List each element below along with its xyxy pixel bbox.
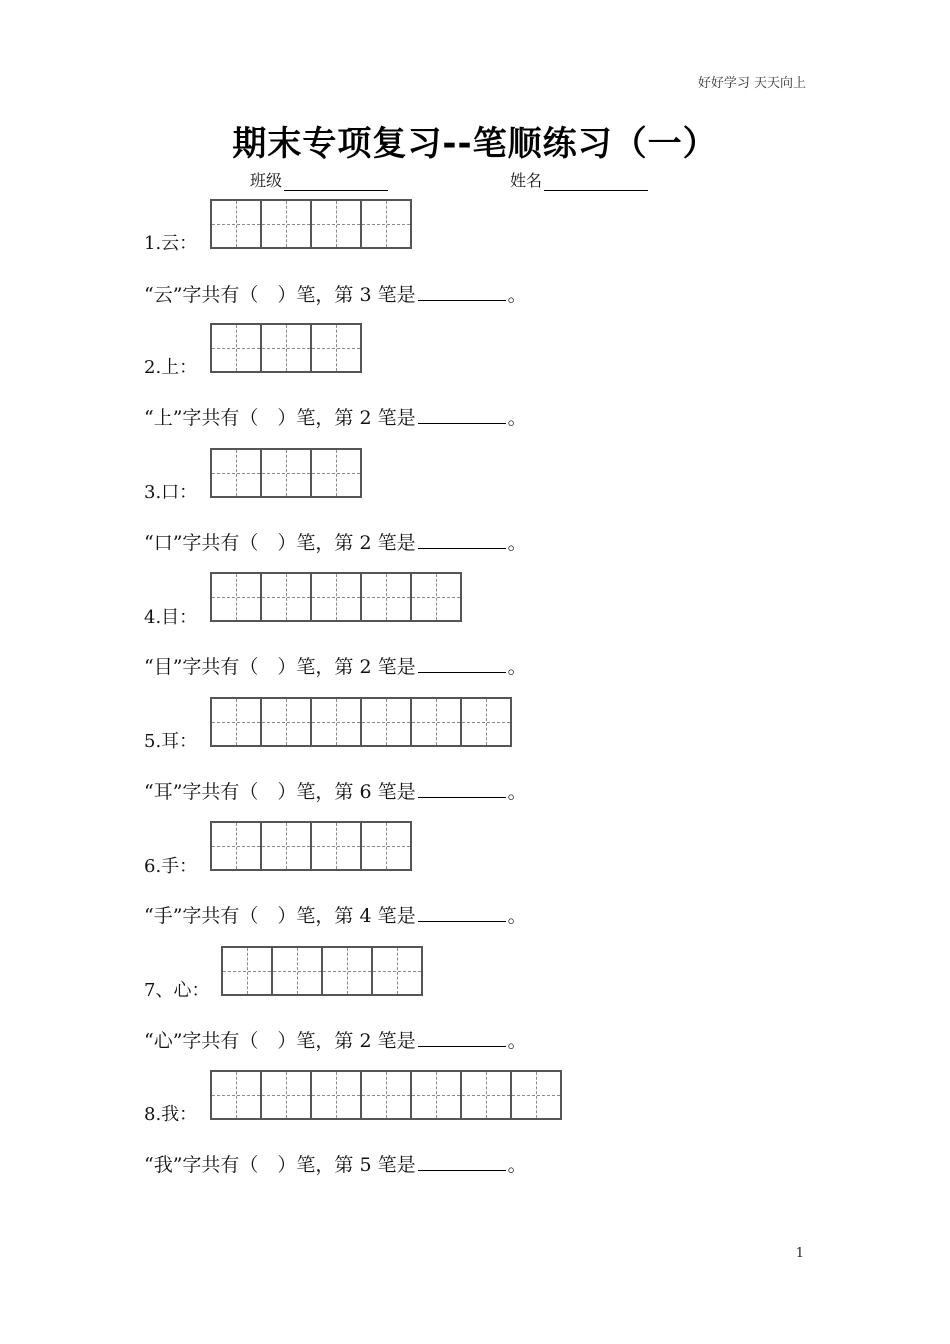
- sentence-end: 。: [507, 407, 527, 429]
- question-sentence-1: [144, 280, 527, 307]
- writing-cell[interactable]: [412, 699, 462, 745]
- writing-cell[interactable]: [362, 1072, 412, 1118]
- sentence-end: 。: [507, 656, 527, 678]
- writing-cell[interactable]: [262, 450, 312, 496]
- question-label-2: 2.上：: [144, 357, 198, 378]
- writing-cell[interactable]: [312, 450, 362, 496]
- writing-grid-6[interactable]: [210, 821, 412, 871]
- writing-cell[interactable]: [223, 948, 273, 994]
- writing-cell[interactable]: [362, 201, 412, 247]
- question-sentence-2: [144, 403, 527, 430]
- writing-grid-3[interactable]: [210, 448, 362, 498]
- writing-cell[interactable]: [362, 699, 412, 745]
- writing-grid-5[interactable]: [210, 697, 512, 747]
- sentence-text: “上”字共有（ ）笔，第 2 笔是: [144, 407, 416, 429]
- writing-cell[interactable]: [312, 325, 362, 371]
- sentence-text: “口”字共有（ ）笔，第 2 笔是: [144, 532, 416, 554]
- question-sentence-3: [144, 528, 527, 555]
- sentence-end: 。: [507, 781, 527, 803]
- answer-blank[interactable]: [418, 1152, 506, 1171]
- writing-cell[interactable]: [262, 699, 312, 745]
- writing-cell[interactable]: [212, 201, 262, 247]
- sentence-text: “手”字共有（ ）笔，第 4 笔是: [144, 905, 416, 927]
- answer-blank[interactable]: [418, 654, 506, 673]
- writing-cell[interactable]: [362, 823, 412, 869]
- writing-cell[interactable]: [462, 1072, 512, 1118]
- writing-cell[interactable]: [362, 574, 412, 620]
- page-title: 期末专项复习--笔顺练习（一）: [232, 124, 718, 164]
- writing-cell[interactable]: [212, 823, 262, 869]
- writing-cell[interactable]: [312, 1072, 362, 1118]
- question-label-7: 7、心：: [144, 980, 210, 1001]
- sentence-text: “云”字共有（ ）笔，第 3 笔是: [144, 284, 416, 306]
- sentence-end: 。: [507, 284, 527, 306]
- sentence-end: 。: [507, 532, 527, 554]
- question-sentence-4: [144, 652, 527, 679]
- student-info-row: [0, 168, 950, 192]
- writing-cell[interactable]: [323, 948, 373, 994]
- writing-grid-8[interactable]: [210, 1070, 562, 1120]
- writing-cell[interactable]: [412, 1072, 462, 1118]
- question-label-5: 5.耳：: [144, 731, 198, 752]
- writing-cell[interactable]: [312, 823, 362, 869]
- writing-cell[interactable]: [262, 201, 312, 247]
- page-number: 1: [795, 1246, 804, 1261]
- writing-cell[interactable]: [262, 325, 312, 371]
- writing-cell[interactable]: [312, 201, 362, 247]
- question-label-3: 3.口：: [144, 482, 198, 503]
- question-label-4: 4.目：: [144, 607, 198, 628]
- sentence-text: “我”字共有（ ）笔，第 5 笔是: [144, 1154, 416, 1176]
- writing-cell[interactable]: [312, 699, 362, 745]
- class-field: [250, 168, 388, 191]
- writing-cell[interactable]: [212, 1072, 262, 1118]
- name-field: [510, 168, 648, 191]
- writing-cell[interactable]: [262, 1072, 312, 1118]
- writing-grid-2[interactable]: [210, 323, 362, 373]
- answer-blank[interactable]: [418, 405, 506, 424]
- class-label: 班级: [250, 171, 283, 190]
- writing-cell[interactable]: [412, 574, 462, 620]
- writing-cell[interactable]: [512, 1072, 562, 1118]
- question-sentence-5: [144, 777, 527, 804]
- writing-grid-4[interactable]: [210, 572, 462, 622]
- writing-cell[interactable]: [273, 948, 323, 994]
- writing-cell[interactable]: [373, 948, 423, 994]
- question-sentence-7: [144, 1026, 527, 1053]
- writing-cell[interactable]: [212, 699, 262, 745]
- writing-grid-1[interactable]: [210, 199, 412, 249]
- writing-cell[interactable]: [212, 574, 262, 620]
- answer-blank[interactable]: [418, 903, 506, 922]
- answer-blank[interactable]: [418, 530, 506, 549]
- question-sentence-6: [144, 901, 527, 928]
- sentence-end: 。: [507, 1154, 527, 1176]
- sentence-end: 。: [507, 1030, 527, 1052]
- question-label-6: 6.手：: [144, 856, 198, 877]
- writing-cell[interactable]: [462, 699, 512, 745]
- sentence-text: “心”字共有（ ）笔，第 2 笔是: [144, 1030, 416, 1052]
- sentence-end: 。: [507, 905, 527, 927]
- name-label: 姓名: [510, 171, 543, 190]
- question-sentence-8: [144, 1150, 527, 1177]
- question-label-1: 1.云：: [144, 233, 198, 254]
- class-input-line[interactable]: [284, 171, 388, 191]
- writing-grid-7[interactable]: [221, 946, 423, 996]
- writing-cell[interactable]: [212, 450, 262, 496]
- header-motto: 好好学习 天天向上: [697, 76, 806, 91]
- sentence-text: “耳”字共有（ ）笔，第 6 笔是: [144, 781, 416, 803]
- writing-cell[interactable]: [262, 574, 312, 620]
- writing-cell[interactable]: [262, 823, 312, 869]
- answer-blank[interactable]: [418, 282, 506, 301]
- answer-blank[interactable]: [418, 1028, 506, 1047]
- question-label-8: 8.我：: [144, 1104, 198, 1125]
- sentence-text: “目”字共有（ ）笔，第 2 笔是: [144, 656, 416, 678]
- name-input-line[interactable]: [544, 171, 648, 191]
- answer-blank[interactable]: [418, 779, 506, 798]
- writing-cell[interactable]: [212, 325, 262, 371]
- writing-cell[interactable]: [312, 574, 362, 620]
